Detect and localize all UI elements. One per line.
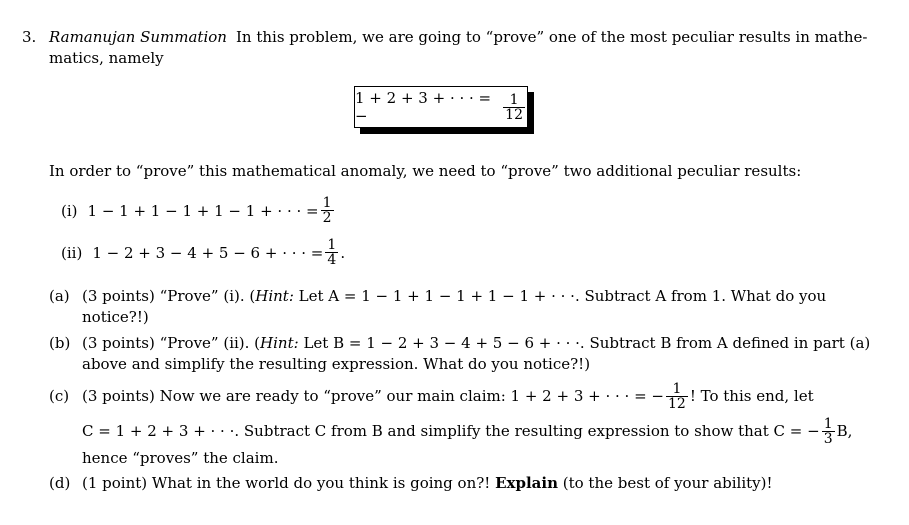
part-c-line3: hence “proves” the claim. [82, 449, 279, 467]
result-i-label: (i) [61, 201, 78, 220]
boxed-numerator: 1 [509, 91, 519, 108]
boxed-denominator: 12 [505, 106, 523, 123]
part-d-label: (d) [49, 474, 71, 492]
part-a-line2: notice?!) [82, 308, 149, 326]
result-ii-label: (ii) [61, 243, 83, 262]
result-i-fraction [321, 196, 334, 225]
part-a-hint: Hint: [255, 287, 294, 305]
part-c-label: (c) [49, 387, 70, 405]
part-c-fraction-2 [822, 417, 835, 446]
part-a-label: (a) [49, 287, 70, 305]
boxed-equation [354, 86, 534, 130]
part-d-line [82, 474, 773, 492]
box-frame [354, 86, 528, 128]
part-b-hint: Hint: [260, 334, 299, 352]
part-c-numerator: 1 [672, 380, 682, 397]
result-ii-expr: 1 − 2 + 3 − 4 + 5 − 6 + · · · = [92, 243, 324, 262]
part-c2-denominator: 3 [823, 430, 833, 447]
part-b-line1 [82, 334, 870, 352]
part-d-post: (to the best of your ability)! [557, 474, 773, 492]
part-b-line2: above and simplify the resulting expression. What do you notice?!) [82, 355, 591, 373]
result-ii [61, 238, 345, 267]
problem-intro-line2: matics, namely [49, 49, 164, 67]
part-a-line1 [82, 287, 826, 305]
additional-intro: In order to “prove” this mathematical anomaly, we need to “prove” two additional peculiar results: [49, 162, 802, 180]
part-c-line1-end: ! To this end, let [689, 387, 814, 405]
part-c-line2-end: B, [836, 422, 853, 440]
result-ii-end: . [340, 243, 346, 262]
part-c-line1-text: (3 points) Now we are ready to “prove” our main claim: 1 + 2 + 3 + · · · = − [82, 387, 664, 405]
result-ii-denominator: 4 [327, 252, 337, 268]
part-a-pre: (3 points) “Prove” (i). ( [82, 287, 256, 305]
boxed-fraction [503, 93, 525, 122]
part-a-post: Let A = 1 − 1 + 1 − 1 + 1 − 1 + · · ·. Subtract A from 1. What do you [293, 287, 827, 305]
boxed-lhs: 1 + 2 + 3 + · · · = − [355, 89, 492, 125]
part-b-post: Let B = 1 − 2 + 3 − 4 + 5 − 6 + · · ·. Subtract B from A defined in part (a) [298, 334, 871, 352]
part-b-label: (b) [49, 334, 71, 352]
part-c-fraction [666, 382, 688, 411]
result-i [61, 196, 336, 225]
problem-number: 3. [22, 28, 37, 46]
part-c-line2-text: C = 1 + 2 + 3 + · · ·. Subtract C from B and simplify the resulting expression to show that C = − [82, 422, 820, 440]
result-ii-fraction [325, 238, 338, 267]
result-ii-numerator: 1 [327, 237, 337, 253]
part-c-denominator: 12 [668, 395, 686, 412]
result-i-expr: 1 − 1 + 1 − 1 + 1 − 1 + · · · = [87, 201, 319, 220]
part-c-line1 [82, 378, 814, 414]
problem-intro-line1: In this problem, we are going to “prove” one of the most peculiar results in mathe- [236, 28, 868, 46]
part-b-pre: (3 points) “Prove” (ii). ( [82, 334, 261, 352]
part-d-pre: (1 point) What in the world do you think is going on?! [82, 474, 496, 492]
part-d-bold: Explain [495, 474, 558, 492]
problem-title: Ramanujan Summation [49, 28, 227, 46]
part-c-line2 [82, 414, 852, 448]
result-i-denominator: 2 [322, 210, 332, 226]
part-c2-numerator: 1 [823, 415, 833, 432]
result-i-numerator: 1 [322, 195, 332, 211]
